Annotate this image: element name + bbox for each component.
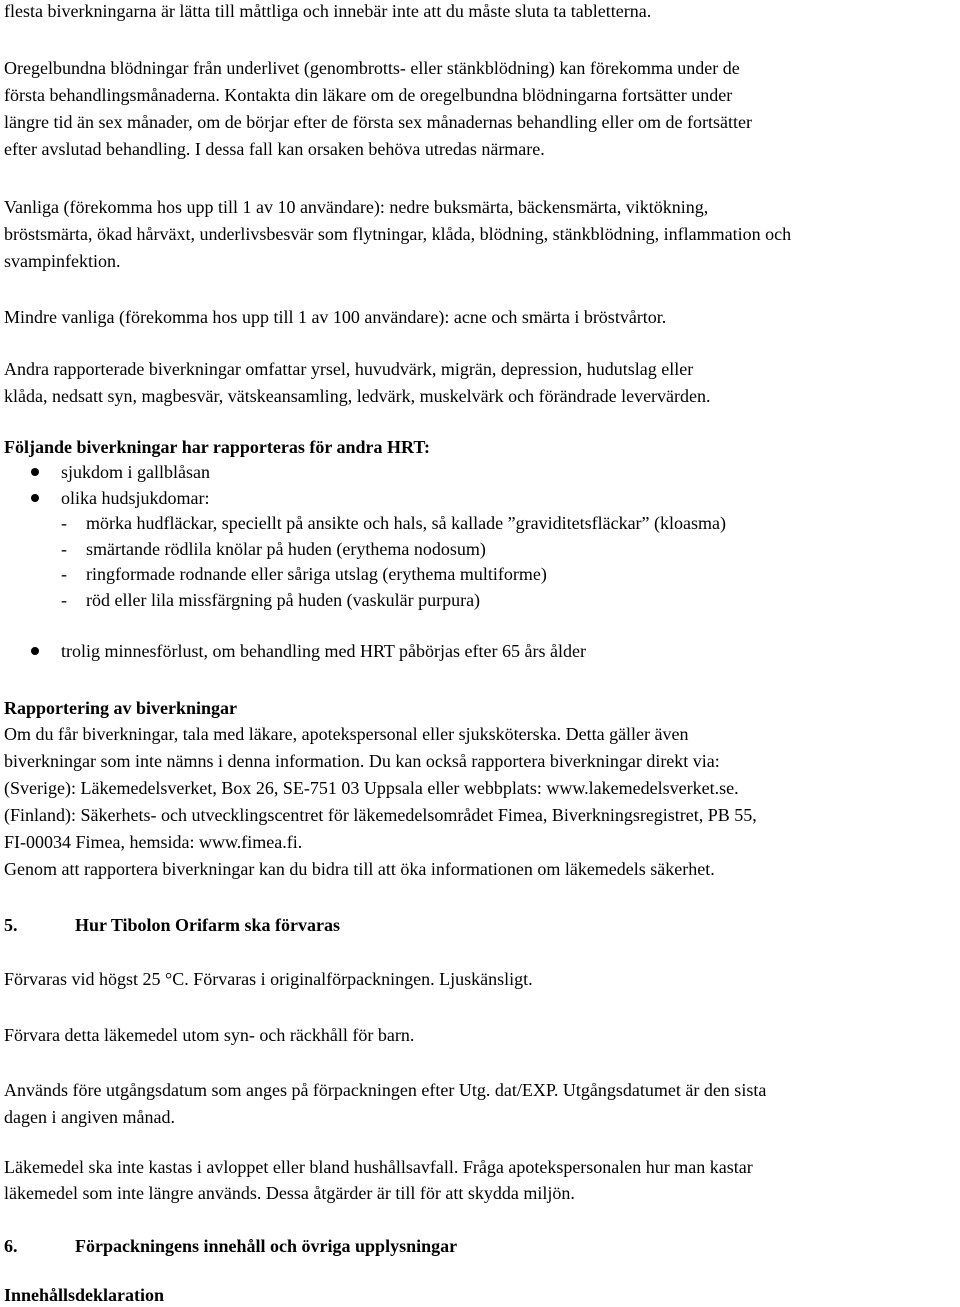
- text-line: Andra rapporterade biverkningar omfattar yrsel, huvudvärk, migrän, depression, hudutslag eller: [4, 359, 694, 379]
- text-line: flesta biverkningarna är lätta till måttliga och innebär inte att du måste sluta ta tabletterna.: [4, 1, 652, 21]
- text-line: Mindre vanliga (förekomma hos upp till 1 av 100 användare): acne och smärta i bröstvårtor.: [4, 307, 667, 327]
- text-line: läkemedel som inte längre används. Dessa åtgärder är till för att skydda miljön.: [4, 1183, 575, 1203]
- section-number: 6.: [4, 1236, 18, 1256]
- list-item: sjukdom i gallblåsan: [61, 462, 210, 482]
- text-line: Om du får biverkningar, tala med läkare, apotekspersonal eller sjuksköterska. Detta gäller även: [4, 724, 689, 744]
- dash-marker: -: [61, 513, 67, 533]
- sub-list-item: ringformade rodnande eller såriga utslag (erythema multiforme): [86, 564, 547, 584]
- section-title: Förpackningens innehåll och övriga upplysningar: [75, 1236, 458, 1256]
- section-title: Hur Tibolon Orifarm ska förvaras: [75, 915, 341, 935]
- text-line: (Sverige): Läkemedelsverket, Box 26, SE-751 03 Uppsala eller webbplats: www.lakemedelsverket.se.: [4, 778, 739, 798]
- bullet-icon: [31, 494, 39, 502]
- text-line: klåda, nedsatt syn, magbesvär, vätskeansamling, ledvärk, muskelvärk och förändrade levervärden.: [4, 386, 711, 406]
- section-number: 5.: [4, 915, 18, 935]
- text-line: längre tid än sex månader, om de börjar efter de första sex månadernas behandling eller om de fortsätter: [4, 112, 752, 132]
- text-line: bröstsmärta, ökad hårväxt, underlivsbesvär som flytningar, klåda, blödning, stänkblödning, inflammation och: [4, 224, 792, 244]
- text-line: Genom att rapportera biverkningar kan du bidra till att öka informationen om läkemedels säkerhet.: [4, 859, 715, 879]
- dash-marker: -: [61, 539, 67, 559]
- sub-list-item: röd eller lila missfärgning på huden (vaskulär purpura): [86, 590, 481, 610]
- bullet-icon: [31, 468, 39, 476]
- bullet-icon: [31, 647, 39, 655]
- text-line: Läkemedel ska inte kastas i avloppet eller bland hushållsavfall. Fråga apotekspersonalen hur man kastar: [4, 1157, 753, 1177]
- dash-marker: -: [61, 590, 67, 610]
- text-line: FI-00034 Fimea, hemsida: www.fimea.fi.: [4, 832, 303, 852]
- subsection-heading: Innehållsdeklaration: [4, 1285, 165, 1305]
- text-line: biverkningar som inte nämns i denna information. Du kan också rapportera biverkningar direkt via:: [4, 751, 720, 771]
- sub-list-item: smärtande rödlila knölar på huden (erythema nodosum): [86, 539, 486, 559]
- hrt-heading: Följande biverkningar har rapporteras för andra HRT:: [4, 437, 431, 457]
- text-line: (Finland): Säkerhets- och utvecklingscentret för läkemedelsområdet Fimea, Biverkningsregistret, PB 55,: [4, 805, 757, 825]
- text-line: första behandlingsmånaderna. Kontakta din läkare om de oregelbundna blödningarna fortsätter under: [4, 85, 733, 105]
- report-heading: Rapportering av biverkningar: [4, 698, 238, 718]
- sub-list-item: mörka hudfläckar, speciellt på ansikte och hals, så kallade ”graviditetsfläckar” (kloasma): [86, 513, 727, 533]
- list-item: trolig minnesförlust, om behandling med HRT påbörjas efter 65 års ålder: [61, 641, 586, 661]
- text-line: svampinfektion.: [4, 251, 121, 271]
- text-line: Används före utgångsdatum som anges på förpackningen efter Utg. dat/EXP. Utgångsdatumet är den sista: [4, 1080, 767, 1100]
- text-line: Förvara detta läkemedel utom syn- och räckhåll för barn.: [4, 1025, 415, 1045]
- text-line: Förvaras vid högst 25 °C. Förvaras i originalförpackningen. Ljuskänsligt.: [4, 969, 533, 989]
- text-line: dagen i angiven månad.: [4, 1107, 175, 1127]
- list-item: olika hudsjukdomar:: [61, 488, 210, 508]
- text-line: Oregelbundna blödningar från underlivet (genombrotts- eller stänkblödning) kan förekomma under de: [4, 58, 740, 78]
- text-line: efter avslutad behandling. I dessa fall kan orsaken behöva utredas närmare.: [4, 139, 545, 159]
- text-line: Vanliga (förekomma hos upp till 1 av 10 användare): nedre buksmärta, bäckensmärta, viktökning,: [4, 197, 709, 217]
- dash-marker: -: [61, 564, 67, 584]
